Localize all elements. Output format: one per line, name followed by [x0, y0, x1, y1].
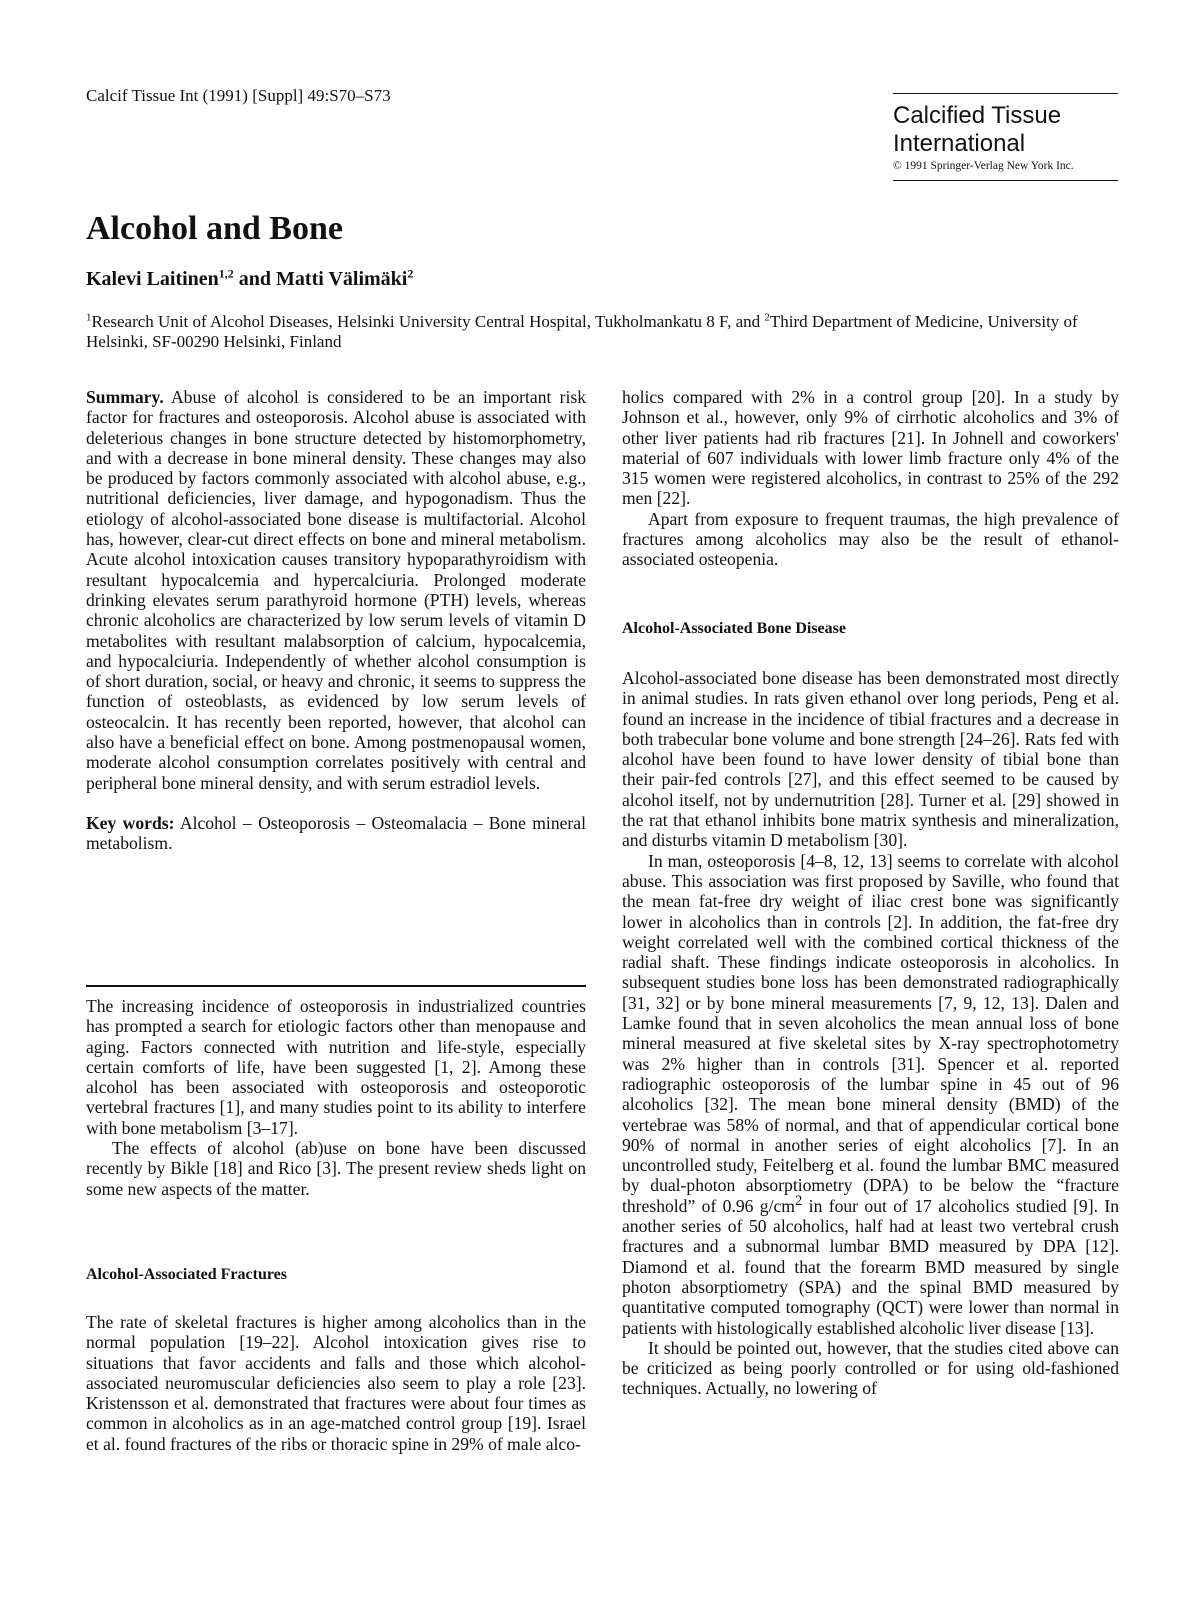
affiliation-mark: 1 — [86, 311, 92, 324]
journal-name-line1: Calcified Tissue — [893, 102, 1062, 129]
summary-label: Summary. — [86, 387, 164, 407]
bone-disease-paragraph — [622, 851, 1119, 1338]
section-heading-fractures: Alcohol-Associated Fractures — [86, 1266, 287, 1283]
intro-paragraph: The effects of alcohol (ab)use on bone have been discussed recently by Bikle [18] and Rico [3]. The present review sheds light on some new aspects of the matter. — [86, 1138, 586, 1199]
abstract-separator-rule — [86, 985, 586, 987]
journal-name — [893, 102, 1118, 158]
introduction-block — [86, 996, 586, 1199]
keywords-text: Alcohol – Osteoporosis – Osteomalacia – Bone mineral metabolism. — [86, 812, 586, 854]
abstract-block — [86, 387, 586, 854]
fractures-paragraph: The rate of skeletal fractures is higher among alcoholics than in the normal population [19–22]. Alcohol intoxication gives rise to situations that favor accidents and falls and those which alcohol-associated neuromuscular deficiencies also seem to play a role [23]. Kristensson et al. demonstrated that fractures were about four times as common in alcoholics as in an age-matched control group [19]. Israel et al. found fractures of the ribs or thoracic spine in 29% of male alco- — [86, 1312, 586, 1454]
affiliation-mark: 2 — [764, 311, 770, 324]
journal-masthead — [893, 93, 1118, 181]
masthead-bottom-rule — [893, 180, 1118, 181]
author-name: Matti Välimäki — [276, 268, 408, 290]
affiliation-text: Research Unit of Alcohol Diseases, Helsinki University Central Hospital, Tukholmankatu 8 F, and — [91, 312, 765, 331]
affiliations — [86, 312, 1116, 352]
author-affiliation-mark: 2 — [407, 266, 414, 281]
author-conjunction: and — [233, 268, 277, 290]
fractures-paragraph: Apart from exposure to frequent traumas, the high prevalence of fractures among alcoholics may also be the result of ethanol-associated osteopenia. — [622, 508, 1119, 570]
fractures-block-continued — [622, 387, 1119, 570]
affiliation-text: Third Department of Medicine, University of Helsinki, SF-00290 Helsinki, Finland — [86, 312, 1078, 351]
bone-disease-text: In man, osteoporosis [4–8, 12, 13] seems to correlate with alcohol abuse. This association was first proposed by Saville, who found that the mean fat-free dry weight of iliac crest bone was significantly lower in alcoholics than in controls [2]. In addition, the fat-free dry weight correlated well with the combined cortical thickness of the radial shaft. These findings indicate osteoporosis in alcoholics. In subsequent studies bone loss has been demonstrated radiographically [31, 32] or by bone mineral measurements [7, 9, 12, 13]. Dalen and Lamke found that in seven alcoholics the mean annual loss of bone mineral measured at five skeletal sites by X-ray spectrophotometry was 2% higher than in controls [31]. Spencer et al. reported radiographic osteoporosis of the lumbar spine in 45 out of 96 alcoholics [32]. The mean bone mineral density (BMD) of the vertebrae was 58% of normal, and that of appendicular cortical bone 90% of normal in another series of eight alcoholics [7]. In an uncontrolled study, Feitelberg et al. found the lumbar BMC measured by dual-photon absorptiometry (DPA) to be below the “fracture threshold” of 0.96 g/cm — [622, 850, 1119, 1216]
journal-name-line2: International — [893, 130, 1026, 157]
intro-paragraph: The increasing incidence of osteoporosis in industrialized countries has prompted a search for etiologic factors other than menopause and aging. Factors connected with nutrition and life-style, especially certain comforts of life, have been suggested [1, 2]. Among these alcohol has been associated with osteoporosis and osteoporotic vertebral fractures [1], and many studies point to its ability to interfere with bone metabolism [3–17]. — [86, 996, 586, 1138]
keywords-paragraph — [86, 813, 586, 854]
unit-superscript: 2 — [795, 1192, 803, 1209]
author-name: Kalevi Laitinen — [86, 268, 219, 290]
copyright-notice: © 1991 Springer-Verlag New York Inc. — [893, 160, 1074, 172]
section-heading-bone-disease: Alcohol-Associated Bone Disease — [622, 620, 846, 637]
journal-citation: Calcif Tissue Int (1991) [Suppl] 49:S70–S73 — [86, 86, 391, 105]
keywords-label: Key words: — [86, 812, 175, 833]
bone-disease-paragraph: It should be pointed out, however, that the studies cited above can be criticized as being poorly controlled or for using old-fashioned techniques. Actually, no lowering of — [622, 1337, 1119, 1399]
fractures-paragraph: holics compared with 2% in a control group [20]. In a study by Johnson et al., however, only 9% of cirrhotic alcoholics and 3% of other liver patients had rib fractures [21]. In Johnell and coworkers' material of 607 individuals with lower limb fracture only 4% of the 315 women were registered alcoholics, in contrast to 25% of the 292 men [22]. — [622, 387, 1119, 509]
fractures-block — [86, 1312, 586, 1454]
bone-disease-text: in four out of 17 alcoholics studied [9]. In another series of 50 alcoholics, half had at least two vertebral crush fractures and a subnormal lumbar BMD measured by DPA [12]. Diamond et al. found that the forearm BMD measured by single photon absorptiometry (SPA) and the spinal BMD measured by quantitative computed tomography (QCT) were lower than normal in patients with histologically established alcoholic liver disease [13]. — [622, 1195, 1119, 1338]
author-affiliation-mark: 1,2 — [218, 266, 234, 281]
article-title: Alcohol and Bone — [86, 210, 343, 247]
summary-text: Abuse of alcohol is considered to be an important risk factor for fractures and osteoporosis. Alcohol abuse is associated with deleterious changes in bone structure detected by histomorphometry, and with a decrease in bone mineral density. These changes may also be produced by factors commonly associated with alcohol abuse, e.g., nutritional deficiencies, liver damage, and hypogonadism. Thus the etiology of alcohol-associated bone disease is multifactorial. Alcohol has, however, clear-cut direct effects on bone and mineral metabolism. Acute alcohol intoxication causes transitory hypoparathyroidism with resultant hypocalcemia and hypercalciuria. Prolonged moderate drinking elevates serum parathyroid hormone (PTH) levels, whereas chronic alcoholics are characterized by low serum levels of vitamin D metabolites with resultant malabsorption of calcium, hypocalcemia, and hypocalciuria. Independently of whether alcohol consumption is of short duration, social, or heavy and chronic, it seems to suppress the function of osteoblasts, as evidenced by low serum levels of osteocalcin. It has recently been reported, however, that alcohol can also have a beneficial effect on bone. Among postmenopausal women, moderate alcohol consumption correlates positively with central and peripheral bone mineral density, and with serum estradiol levels. — [86, 387, 586, 793]
author-list — [86, 268, 413, 291]
masthead-top-rule — [893, 93, 1118, 94]
bone-disease-block — [622, 668, 1119, 1399]
bone-disease-paragraph: Alcohol-associated bone disease has been demonstrated most directly in animal studies. In rats given ethanol over long periods, Peng et al. found an increase in the incidence of tibial fractures and a decrease in both trabecular bone volume and bone strength [24–26]. Rats fed with alcohol have been found to have lower density of tibial bone than their pair-fed controls [27], and this effect seemed to be caused by alcohol itself, not by undernutrition [28]. Turner et al. [29] showed in the rat that ethanol inhibits bone matrix synthesis and mineralization, and disturbs vitamin D metabolism [30]. — [622, 668, 1119, 851]
summary-paragraph — [86, 387, 586, 793]
